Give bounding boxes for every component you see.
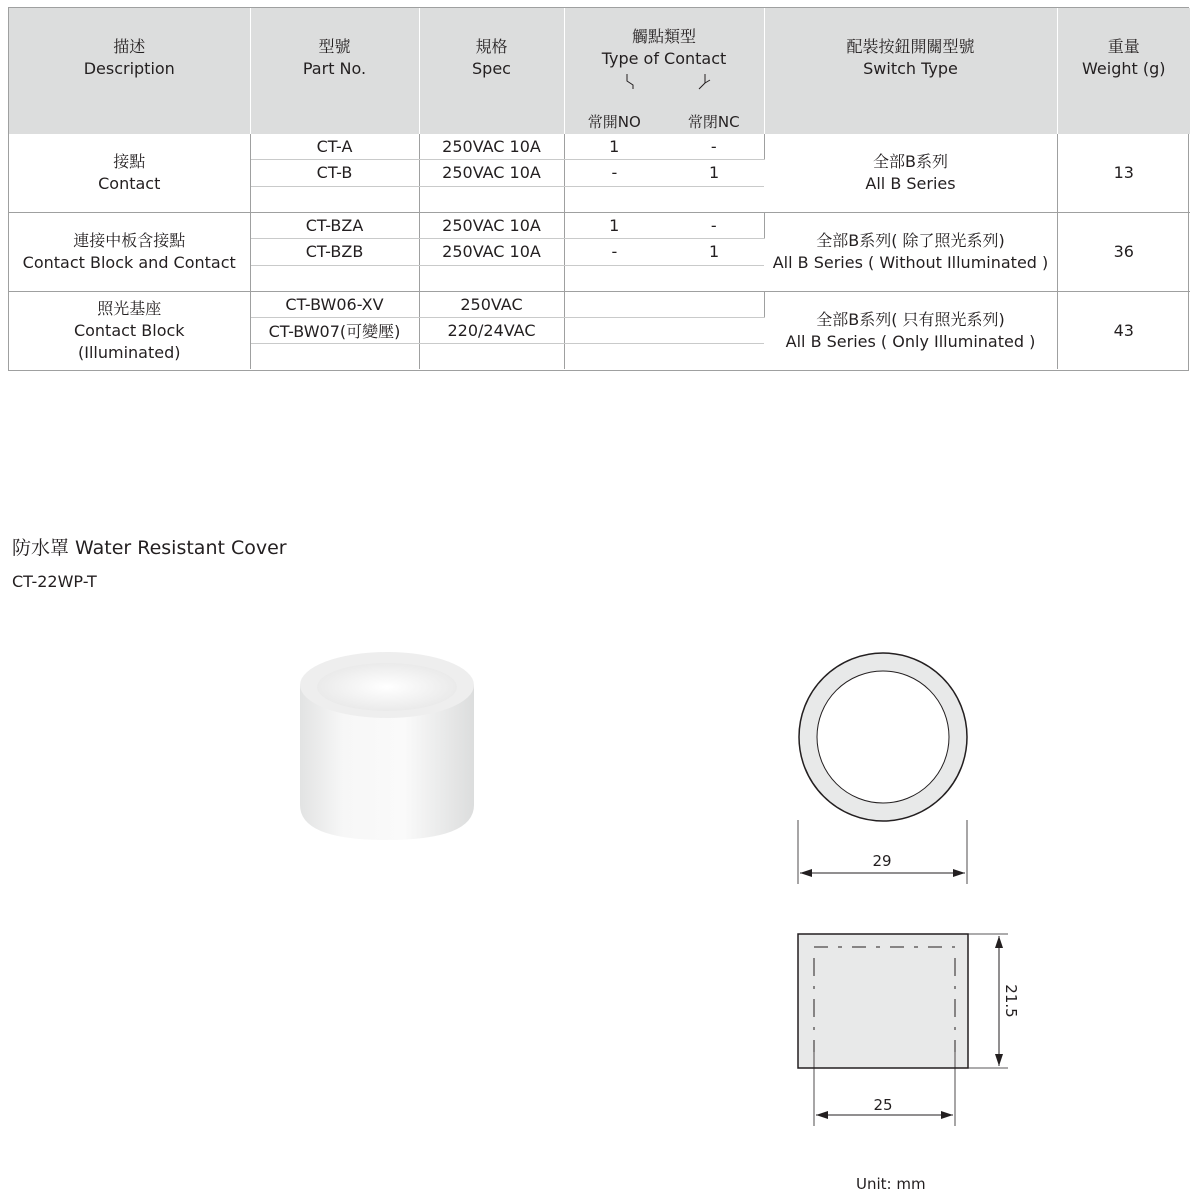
- dimension-drawing: [770, 640, 1040, 1114]
- switch-cell: 全部B系列( 只有照光系列) All B Series ( Only Illuminated ): [764, 292, 1057, 370]
- spec-cell: [419, 186, 564, 212]
- spec-cell: 250VAC: [419, 292, 564, 318]
- part-cell: CT-A: [250, 134, 419, 160]
- header-contact-type: 觸點類型 Type of Contact: [564, 8, 764, 108]
- part-cell: [250, 186, 419, 212]
- section-title: 防水罩 Water Resistant Cover: [12, 537, 287, 559]
- part-cell: [250, 265, 419, 291]
- switch-cell: 全部B系列 All B Series: [764, 134, 1057, 213]
- spec-cell: [419, 265, 564, 291]
- desc-cell: 照光基座 Contact Block (Illuminated): [9, 292, 250, 370]
- switch-cell: 全部B系列( 除了照光系列) All B Series ( Without Illuminated ): [764, 213, 1057, 292]
- spec-cell: 250VAC 10A: [419, 239, 564, 265]
- dim-height-label: 21.5: [1002, 984, 1020, 1018]
- nc-value: -: [710, 216, 717, 236]
- part-cell: CT-B: [250, 160, 419, 186]
- weight-cell: 43: [1113, 320, 1134, 340]
- header-description: 描述 Description: [9, 8, 250, 108]
- part-cell: CT-BW06-XV: [250, 292, 419, 318]
- contact-no-label: 常開NO: [587, 112, 641, 131]
- no-value: -: [611, 242, 618, 262]
- table-row: [9, 134, 1190, 160]
- part-cell: CT-BZA: [250, 213, 419, 239]
- header-switch-type: 配裝按鈕開關型號 Switch Type: [764, 8, 1057, 108]
- part-cell: [250, 344, 419, 370]
- dim-width-label: 25: [873, 1096, 893, 1114]
- contact-subheader: [9, 108, 1190, 134]
- header-spec: 規格 Spec: [419, 8, 564, 108]
- table-header: [9, 8, 1190, 108]
- table-row: [9, 213, 1190, 239]
- contact-nc-label: 常閉NC: [687, 112, 740, 131]
- part-cell: CT-BZB: [250, 239, 419, 265]
- no-value: -: [611, 163, 618, 183]
- spec-table: [9, 8, 1190, 369]
- header-part-no: 型號 Part No.: [250, 8, 419, 108]
- no-value: 1: [609, 137, 620, 157]
- desc-cell: 連接中板含接點 Contact Block and Contact: [9, 213, 250, 292]
- nc-value: 1: [709, 242, 720, 262]
- spec-cell: [419, 344, 564, 370]
- spec-cell: 250VAC 10A: [419, 160, 564, 186]
- desc-cell: 接點 Contact: [9, 134, 250, 213]
- part-code: CT-22WP-T: [12, 572, 97, 591]
- dim-diameter-label: 29: [872, 852, 892, 870]
- header-weight: 重量 Weight (g): [1057, 8, 1190, 108]
- weight-cell: 36: [1057, 213, 1190, 292]
- spec-cell: 250VAC 10A: [419, 134, 564, 160]
- part-cell: CT-BW07(可變壓): [250, 318, 419, 344]
- unit-label: Unit: mm: [856, 1175, 926, 1193]
- water-cover-photo: [296, 650, 486, 850]
- nc-value: -: [710, 137, 717, 157]
- contact-symbol-icon: [604, 72, 724, 90]
- nc-value: 1: [709, 163, 720, 183]
- spec-cell: 250VAC 10A: [419, 213, 564, 239]
- no-value: 1: [609, 216, 620, 236]
- weight-cell: 13: [1057, 134, 1190, 213]
- spec-cell: 220/24VAC: [419, 318, 564, 344]
- table-row: [9, 292, 1190, 318]
